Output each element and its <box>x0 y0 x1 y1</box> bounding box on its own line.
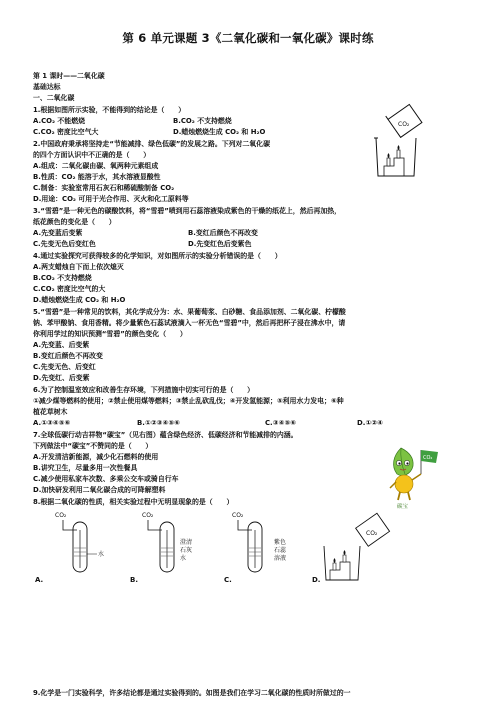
q8-figure-d <box>312 508 422 584</box>
q6-option-b: B.①②③④⑤⑥ <box>137 419 180 427</box>
q8-figure-a <box>33 508 128 584</box>
q4-option-a: A.两支蜡烛自下而上依次熄灭 <box>33 263 124 271</box>
q2-option-d: D.用途：CO₂ 可用于光合作用、灭火和化工原料等 <box>33 195 189 203</box>
q3-option-b: B.变红后颜色不再改变 <box>188 229 258 237</box>
q5-option-a: A.先变蓝、后变紫 <box>33 341 90 349</box>
q7-stem-line2: 下列做法中“碳宝”不赞同的是（ ） <box>33 442 153 450</box>
q6-option-c: C.③④⑤⑥ <box>265 419 297 427</box>
q8c-co2-label: CO₂ <box>232 512 244 519</box>
q8c-litmus-1: 紫色 <box>274 539 287 546</box>
q6-stem: 6.为了控制温室效应和改善生存环境，下列措施中切实可行的是（ ） <box>33 386 255 394</box>
q7-option-a: A.开发清洁新能源，减少化石燃料的使用 <box>33 453 159 461</box>
q8-stem: 8.根据二氧化碳的性质，相关实验过程中无明显现象的是（ ） <box>33 498 234 506</box>
q8a-water-label: 水 <box>98 551 105 558</box>
q8b-lime-3: 水 <box>180 555 187 562</box>
q4-stem: 4.通过实验探究可获得较多的化学知识，对如图所示的实验分析错误的是（ ） <box>33 252 282 260</box>
q4-option-c: C.CO₂ 密度比空气的大 <box>33 285 106 293</box>
q8c-litmus-3: 溶液 <box>274 555 287 562</box>
q6-choices-line1: ①减少煤等燃料的使用；②禁止使用煤等燃料；③禁止乱砍乱伐；④开发氢能源；⑤利用水力发电；⑥种 <box>33 397 344 405</box>
q8a-option: A. <box>35 576 44 584</box>
q1-figure-co2-beaker <box>370 100 430 180</box>
part-heading: 一、二氧化碳 <box>33 94 75 102</box>
q8b-option: B. <box>130 576 138 584</box>
q7-stem-line1: 7.全球低碳行动吉祥物“碳宝”（见右图）蕴含绿色经济、低碳经济和节能减排的内涵。 <box>33 431 298 439</box>
q3-option-d: D.先变红色后变紫色 <box>188 240 252 248</box>
q5-stem-line2: 钠、苯甲酸钠、食用香精。将少量紫色石蕊试液滴入一杯无色“雪碧”中，然后再把杯子浸在沸水中，请 <box>33 319 346 327</box>
q2-option-b: B.性质：CO₂ 能溶于水，其水溶液显酸性 <box>33 173 161 181</box>
q6-choices-line2: 植花草树木 <box>33 408 68 416</box>
section-label: 基础达标 <box>33 83 61 91</box>
q1-option-b: B.CO₂ 不支持燃烧 <box>173 117 232 125</box>
q6-option-d: D.①②④ <box>357 419 383 427</box>
q1-co2-label: CO₂ <box>398 121 410 128</box>
q8d-co2-label: CO₂ <box>366 530 378 537</box>
q8d-option: D. <box>312 576 321 584</box>
page-title: 第 6 单元课题 3《二氧化碳和一氧化碳》课时练 <box>122 31 374 45</box>
q8c-option: C. <box>224 576 232 584</box>
q3-stem-line2: 纸花颜色的变化是（ ） <box>33 218 116 226</box>
q6-option-a: A.①③④⑤⑥ <box>33 419 71 427</box>
q8c-litmus-2: 石蕊 <box>274 547 287 554</box>
q5-stem-line1: 5.“雪碧”是一种常见的饮料，其化学成分为：水、果葡萄浆、白砂糖、食品添加剂、二氧化碳、柠檬酸 <box>33 308 346 316</box>
q5-option-b: B.变红后颜色不再改变 <box>33 352 103 360</box>
q2-option-c: C.制备：实验室常用石灰石和稀硫酸制备 CO₂ <box>33 184 175 192</box>
q8b-co2-label: CO₂ <box>142 512 154 519</box>
q3-option-c: C.先变无色后变红色 <box>33 240 96 248</box>
q8b-lime-2: 石灰 <box>180 547 193 554</box>
q4-option-d: D.蜡烛燃烧生成 CO₂ 和 H₂O <box>33 296 126 304</box>
q1-option-a: A.CO₂ 不能燃烧 <box>33 117 85 125</box>
q3-option-a: A.先变蓝后变紫 <box>33 229 83 237</box>
q2-stem-line1: 2.中国政府秉承将坚持走“节能减排、绿色低碳”的发展之路。下列对二氧化碳 <box>33 140 270 148</box>
q8b-lime-1: 澄清 <box>180 539 193 546</box>
q5-option-c: C.先变无色、后变红 <box>33 363 96 371</box>
q9-stem: 9.化学是一门实验科学，许多结论都是通过实验得到的。如图是我们在学习二氧化碳的性质时所做过的一 <box>33 689 351 697</box>
q7-option-b: B.讲究卫生，尽量多用一次性餐具 <box>33 464 138 472</box>
q7-figure-mascot <box>383 444 439 510</box>
q1-option-c: C.CO₂ 密度比空气大 <box>33 128 99 136</box>
q7-option-c: C.减少使用私家车次数、多乘公交车或骑自行车 <box>33 475 179 483</box>
q7-option-d: D.加快研发利用二氧化碳合成的可降解塑料 <box>33 486 166 494</box>
q8-figure-b <box>128 508 218 584</box>
q8a-co2-label: CO₂ <box>55 512 67 519</box>
q8-figure-c <box>222 508 312 584</box>
q4-option-b: B.CO₂ 不支持燃烧 <box>33 274 92 282</box>
q1-option-d: D.蜡烛燃烧生成 CO₂ 和 H₂O <box>173 128 266 136</box>
lesson-heading: 第 1 课时——二氧化碳 <box>33 72 105 80</box>
q7-mascot-caption: 碳宝 <box>397 504 409 510</box>
q5-option-d: D.先变红、后变紫 <box>33 374 90 382</box>
q3-stem-line1: 3.“雪碧”是一种无色的碳酸饮料，将“雪碧”喷到用石蕊溶液染成紫色的干燥的纸花上，然后再加热， <box>33 207 342 215</box>
q2-option-a: A.组成：二氧化碳由碳、氧两种元素组成 <box>33 162 159 170</box>
q2-stem-line2: 的四个方面认识中不正确的是（ ） <box>33 151 151 159</box>
q1-stem: 1.根据如图所示实验，不能得到的结论是（ ） <box>33 106 186 114</box>
q7-flag-label: CO₂ <box>423 455 433 461</box>
q5-stem-line3: 你利用学过的知识预测“雪碧”的颜色变化（ ） <box>33 330 187 338</box>
